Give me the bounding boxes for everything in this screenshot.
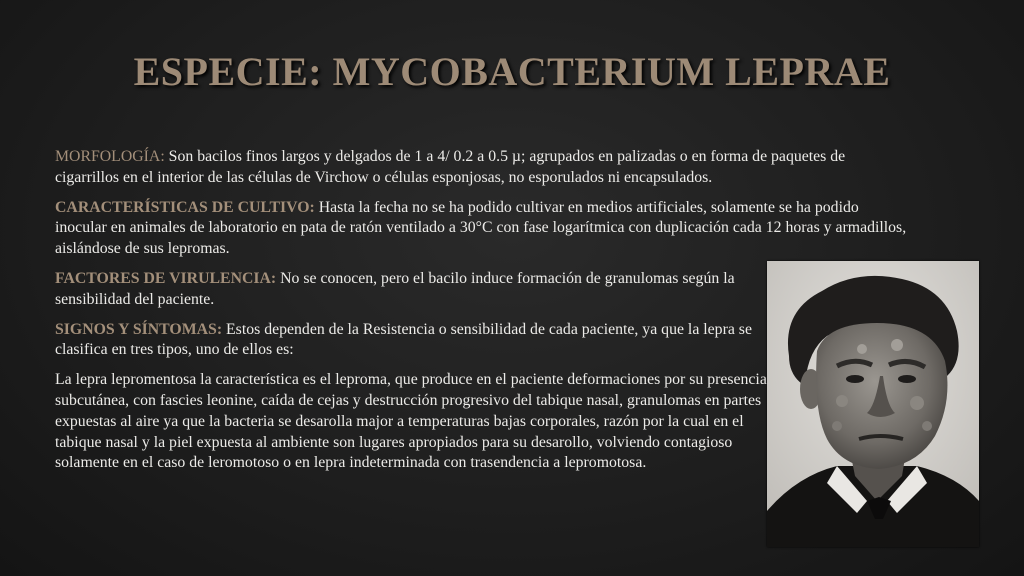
label-virulencia: FACTORES DE VIRULENCIA:	[55, 269, 277, 287]
paragraph-lepromatosa	[55, 370, 770, 474]
text-virulencia: No se conocen, pero el bacilo induce formación de granulomas según la sensibilidad del paciente.	[55, 269, 735, 308]
slide-title: ESPECIE: MYCOBACTERIUM LEPRAE	[133, 49, 891, 94]
text-signos: Estos dependen de la Resistencia o sensibilidad de cada paciente, ya que la lepra se clasifica en tres tipos, uno de ellos es:	[55, 320, 752, 359]
paragraph-signos	[55, 320, 770, 362]
patient-photo	[767, 261, 979, 547]
text-cultivo: Hasta la fecha no se ha podido cultivar en medios artificiales, solamente se ha podido inocular en animales de laboratorio en pata de ratón ventilado a 30°C con fase logarítmica con duplicación cada 12 horas y armadillos, aislándose de sus lepromas.	[55, 198, 907, 258]
text-lepromatosa: La lepra lepromentosa la característica es el leproma, que produce en el paciente deformaciones por su presencia subcutánea, con fascies leonine, caída de cejas y destrucción progresivo del tabique nasal, granulomas en partes expuestas al aire ya que la bacteria se desarolla major a temperaturas bajas corporales, razón por la cual en el tabique nasal y la piel expuesta al ambiente son lugares apropiados para su desarollo, volviendo contagioso solamente en el caso de leromotoso o en lepra indeterminada con trasendencia a lepromotosa.	[55, 371, 767, 472]
patient-portrait-image	[767, 261, 979, 547]
paragraph-morfologia	[55, 147, 910, 189]
text-morfologia: Son bacilos finos largos y delgados de 1 a 4/ 0.2 a 0.5 µ; agrupados en palizadas o en forma de paquetes de cigarrillos en el interior de las células de Virchow o células esponjosas, no esporulados ni encapsulados.	[55, 148, 846, 186]
paragraph-cultivo	[55, 198, 910, 260]
label-signos: SIGNOS Y SÍNTOMAS:	[55, 320, 223, 338]
label-morfologia: MORFOLOGÍA:	[55, 148, 165, 165]
paragraph-virulencia	[55, 269, 770, 311]
label-cultivo: CARACTERÍSTICAS DE CULTIVO:	[55, 198, 315, 216]
